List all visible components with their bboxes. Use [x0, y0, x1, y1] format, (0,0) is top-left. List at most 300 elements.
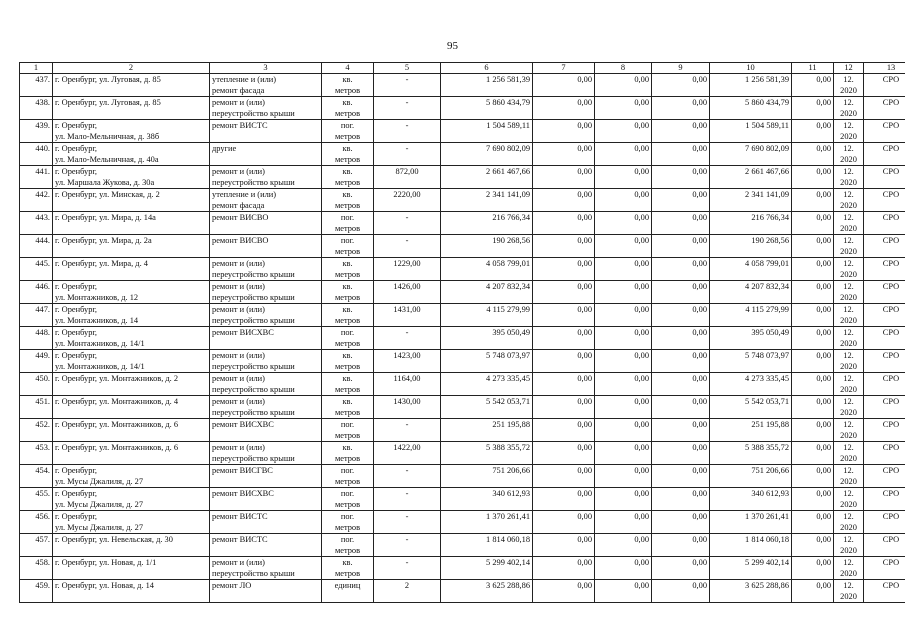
unit-cell-line: метров [334, 500, 361, 509]
address-cell-line: ул. Монтажников, д. 14 [55, 316, 139, 325]
fund-source-cell: СРО [864, 580, 905, 603]
work-type-cell [210, 235, 322, 258]
work-type-cell-line: ремонт и (или) [212, 351, 265, 360]
unit-cell [322, 350, 374, 373]
table-row [20, 534, 905, 557]
completion-date-cell-line: 2020 [840, 109, 857, 118]
unit-cell [322, 511, 374, 534]
table-row [20, 120, 905, 143]
table-row [20, 373, 905, 396]
volume-cell: 1422,00 [374, 442, 441, 465]
col9-cell: 0,00 [652, 258, 710, 281]
work-type-cell-line: ремонт и (или) [212, 282, 265, 291]
fund-source-cell: СРО [864, 350, 905, 373]
completion-date-cell [834, 442, 864, 465]
completion-date-cell-line: 2020 [840, 477, 857, 486]
address-cell [53, 442, 210, 465]
table-row [20, 235, 905, 258]
address-cell-line: ул. Монтажников, д. 14/1 [55, 362, 145, 371]
fund-cost-cell: 216 766,34 [710, 212, 792, 235]
unit-cell [322, 258, 374, 281]
completion-date-cell-line: 12. [843, 167, 854, 176]
work-type-cell-line: переустройство крыши [212, 178, 295, 187]
work-type-cell-line: ремонт ВИСХВС [212, 489, 274, 498]
completion-date-cell-line: 2020 [840, 523, 857, 532]
fund-source-cell: СРО [864, 258, 905, 281]
col9-cell: 0,00 [652, 212, 710, 235]
volume-cell: - [374, 557, 441, 580]
fund-cost-cell: 2 661 467,66 [710, 166, 792, 189]
completion-date-cell [834, 350, 864, 373]
work-type-cell-line: ремонт ВИСВО [212, 213, 269, 222]
work-type-cell-line: переустройство крыши [212, 408, 295, 417]
completion-date-cell [834, 327, 864, 350]
total-cost-cell: 751 206,66 [441, 465, 533, 488]
unit-cell [322, 442, 374, 465]
work-type-cell-line: другие [212, 144, 237, 153]
completion-date-cell [834, 373, 864, 396]
column-header-10: 10 [710, 63, 792, 74]
address-cell-line: г. Оренбург, ул. Мира, д. 4 [55, 259, 148, 268]
table-row [20, 580, 905, 603]
unit-cell [322, 281, 374, 304]
address-cell [53, 350, 210, 373]
work-type-cell-line: ремонт фасада [212, 86, 265, 95]
fund-source-cell: СРО [864, 120, 905, 143]
unit-cell [322, 143, 374, 166]
col9-cell: 0,00 [652, 120, 710, 143]
col11-cell: 0,00 [792, 143, 834, 166]
unit-cell-line: кв. [342, 558, 353, 567]
col8-cell: 0,00 [595, 120, 652, 143]
column-header-2: 2 [53, 63, 210, 74]
fund-cost-cell: 1 370 261,41 [710, 511, 792, 534]
work-type-cell-line: переустройство крыши [212, 316, 295, 325]
fund-source-cell: СРО [864, 235, 905, 258]
unit-cell-line: кв. [342, 305, 353, 314]
address-cell-line: г. Оренбург, ул. Луговая, д. 85 [55, 98, 161, 107]
col9-cell: 0,00 [652, 74, 710, 97]
capital-repair-table [19, 62, 905, 603]
address-cell-line: г. Оренбург, ул. Минская, д. 2 [55, 190, 160, 199]
address-cell [53, 488, 210, 511]
table-body [20, 63, 905, 603]
fund-source-cell: СРО [864, 327, 905, 350]
fund-cost-cell: 2 341 141,09 [710, 189, 792, 212]
work-type-cell [210, 281, 322, 304]
col8-cell: 0,00 [595, 580, 652, 603]
completion-date-cell-line: 2020 [840, 270, 857, 279]
address-cell [53, 143, 210, 166]
column-header-11: 11 [792, 63, 834, 74]
col9-cell: 0,00 [652, 304, 710, 327]
table-row [20, 304, 905, 327]
fund-cost-cell: 4 273 335,45 [710, 373, 792, 396]
col8-cell: 0,00 [595, 488, 652, 511]
address-cell-line: г. Оренбург, ул. Новая, д. 1/1 [55, 558, 157, 567]
col11-cell: 0,00 [792, 166, 834, 189]
col7-cell: 0,00 [533, 304, 595, 327]
total-cost-cell: 4 273 335,45 [441, 373, 533, 396]
fund-cost-cell: 5 542 053,71 [710, 396, 792, 419]
work-type-cell-line: ремонт и (или) [212, 397, 265, 406]
page-number: 95 [447, 40, 458, 52]
row-number: 452. [20, 419, 53, 442]
address-cell [53, 258, 210, 281]
completion-date-cell-line: 2020 [840, 201, 857, 210]
unit-cell-line: метров [334, 293, 361, 302]
col7-cell: 0,00 [533, 396, 595, 419]
completion-date-cell [834, 143, 864, 166]
completion-date-cell-line: 2020 [840, 546, 857, 555]
address-cell-line: ул. Монтажников, д. 12 [55, 293, 139, 302]
address-cell [53, 557, 210, 580]
address-cell-line: ул. Монтажников, д. 14/1 [55, 339, 145, 348]
table-row [20, 396, 905, 419]
col8-cell: 0,00 [595, 166, 652, 189]
fund-cost-cell: 751 206,66 [710, 465, 792, 488]
address-cell-line: ул. Мусы Джалиля, д. 27 [55, 477, 144, 486]
unit-cell-line: пог. [340, 121, 355, 130]
completion-date-cell-line: 12. [843, 213, 854, 222]
total-cost-cell: 7 690 802,09 [441, 143, 533, 166]
work-type-cell-line: ремонт и (или) [212, 167, 265, 176]
unit-cell [322, 580, 374, 603]
completion-date-cell-line: 12. [843, 374, 854, 383]
work-type-cell [210, 465, 322, 488]
total-cost-cell: 1 504 589,11 [441, 120, 533, 143]
completion-date-cell-line: 12. [843, 144, 854, 153]
col7-cell: 0,00 [533, 74, 595, 97]
address-cell-line: г. Оренбург, [55, 144, 98, 153]
row-number: 453. [20, 442, 53, 465]
unit-cell-line: метров [334, 178, 361, 187]
table-row [20, 465, 905, 488]
completion-date-cell-line: 12. [843, 466, 854, 475]
total-cost-cell: 3 625 288,86 [441, 580, 533, 603]
work-type-cell-line: ремонт и (или) [212, 374, 265, 383]
row-number: 449. [20, 350, 53, 373]
completion-date-cell [834, 488, 864, 511]
row-number: 441. [20, 166, 53, 189]
row-number: 442. [20, 189, 53, 212]
completion-date-cell-line: 12. [843, 581, 854, 590]
completion-date-cell-line: 12. [843, 443, 854, 452]
unit-cell [322, 189, 374, 212]
completion-date-cell-line: 2020 [840, 86, 857, 95]
total-cost-cell: 2 661 467,66 [441, 166, 533, 189]
unit-cell [322, 74, 374, 97]
address-cell-line: г. Оренбург, [55, 489, 98, 498]
row-number: 458. [20, 557, 53, 580]
address-cell-line: ул. Мало-Мельничная, д. 38б [55, 132, 160, 141]
col8-cell: 0,00 [595, 373, 652, 396]
column-header-4: 4 [322, 63, 374, 74]
work-type-cell [210, 534, 322, 557]
row-number: 439. [20, 120, 53, 143]
work-type-cell-line: ремонт ВИСТС [212, 535, 268, 544]
col7-cell: 0,00 [533, 143, 595, 166]
table-row [20, 281, 905, 304]
total-cost-cell: 340 612,93 [441, 488, 533, 511]
address-cell-line: г. Оренбург, ул. Луговая, д. 85 [55, 75, 161, 84]
completion-date-cell-line: 12. [843, 259, 854, 268]
work-type-cell [210, 396, 322, 419]
completion-date-cell-line: 2020 [840, 454, 857, 463]
row-number: 443. [20, 212, 53, 235]
completion-date-cell-line: 2020 [840, 408, 857, 417]
total-cost-cell: 190 268,56 [441, 235, 533, 258]
completion-date-cell-line: 12. [843, 282, 854, 291]
unit-cell-line: пог. [340, 466, 355, 475]
fund-source-cell: СРО [864, 511, 905, 534]
unit-cell-line: метров [334, 155, 361, 164]
work-type-cell [210, 419, 322, 442]
unit-cell [322, 97, 374, 120]
address-cell [53, 166, 210, 189]
column-header-3: 3 [210, 63, 322, 74]
column-number-header-row [20, 63, 905, 74]
completion-date-cell [834, 166, 864, 189]
col7-cell: 0,00 [533, 373, 595, 396]
work-type-cell-line: ремонт и (или) [212, 443, 265, 452]
col8-cell: 0,00 [595, 143, 652, 166]
col7-cell: 0,00 [533, 419, 595, 442]
unit-cell-line: пог. [340, 512, 355, 521]
unit-cell-line: метров [334, 385, 361, 394]
total-cost-cell: 216 766,34 [441, 212, 533, 235]
address-cell [53, 396, 210, 419]
volume-cell: - [374, 235, 441, 258]
completion-date-cell-line: 2020 [840, 316, 857, 325]
volume-cell: 1423,00 [374, 350, 441, 373]
work-type-cell [210, 327, 322, 350]
volume-cell: - [374, 74, 441, 97]
work-type-cell-line: ремонт фасада [212, 201, 265, 210]
address-cell [53, 373, 210, 396]
col9-cell: 0,00 [652, 465, 710, 488]
completion-date-cell-line: 12. [843, 420, 854, 429]
address-cell [53, 74, 210, 97]
work-type-cell [210, 189, 322, 212]
address-cell [53, 419, 210, 442]
work-type-cell-line: ремонт и (или) [212, 259, 265, 268]
table-row [20, 97, 905, 120]
completion-date-cell-line: 12. [843, 535, 854, 544]
work-type-cell [210, 74, 322, 97]
unit-cell-line: метров [334, 109, 361, 118]
column-header-7: 7 [533, 63, 595, 74]
total-cost-cell: 4 115 279,99 [441, 304, 533, 327]
work-type-cell-line: переустройство крыши [212, 569, 295, 578]
volume-cell: - [374, 212, 441, 235]
completion-date-cell-line: 12. [843, 305, 854, 314]
volume-cell: 1431,00 [374, 304, 441, 327]
completion-date-cell-line: 12. [843, 489, 854, 498]
row-number: 438. [20, 97, 53, 120]
total-cost-cell: 395 050,49 [441, 327, 533, 350]
table-row [20, 212, 905, 235]
address-cell-line: г. Оренбург, [55, 167, 98, 176]
unit-cell-line: метров [334, 224, 361, 233]
col7-cell: 0,00 [533, 557, 595, 580]
col11-cell: 0,00 [792, 120, 834, 143]
col8-cell: 0,00 [595, 396, 652, 419]
fund-source-cell: СРО [864, 212, 905, 235]
fund-cost-cell: 395 050,49 [710, 327, 792, 350]
unit-cell-line: единиц [334, 581, 361, 590]
col7-cell: 0,00 [533, 488, 595, 511]
completion-date-cell-line: 12. [843, 351, 854, 360]
fund-cost-cell: 340 612,93 [710, 488, 792, 511]
col8-cell: 0,00 [595, 74, 652, 97]
address-cell-line: г. Оренбург, ул. Невельская, д. 30 [55, 535, 173, 544]
address-cell [53, 304, 210, 327]
unit-cell-line: метров [334, 408, 361, 417]
completion-date-cell-line: 2020 [840, 155, 857, 164]
col9-cell: 0,00 [652, 580, 710, 603]
table-row [20, 143, 905, 166]
total-cost-cell: 1 814 060,18 [441, 534, 533, 557]
fund-cost-cell: 4 058 799,01 [710, 258, 792, 281]
completion-date-cell-line: 2020 [840, 247, 857, 256]
col11-cell: 0,00 [792, 258, 834, 281]
col7-cell: 0,00 [533, 350, 595, 373]
fund-source-cell: СРО [864, 373, 905, 396]
completion-date-cell [834, 74, 864, 97]
total-cost-cell: 4 058 799,01 [441, 258, 533, 281]
col7-cell: 0,00 [533, 327, 595, 350]
unit-cell [322, 396, 374, 419]
unit-cell [322, 557, 374, 580]
total-cost-cell: 5 748 073,97 [441, 350, 533, 373]
total-cost-cell: 1 256 581,39 [441, 74, 533, 97]
fund-cost-cell: 251 195,88 [710, 419, 792, 442]
fund-source-cell: СРО [864, 74, 905, 97]
total-cost-cell: 251 195,88 [441, 419, 533, 442]
volume-cell: 1426,00 [374, 281, 441, 304]
unit-cell-line: метров [334, 546, 361, 555]
fund-source-cell: СРО [864, 557, 905, 580]
volume-cell: - [374, 97, 441, 120]
col7-cell: 0,00 [533, 189, 595, 212]
work-type-cell-line: ремонт и (или) [212, 305, 265, 314]
volume-cell: 1430,00 [374, 396, 441, 419]
table-row [20, 327, 905, 350]
col7-cell: 0,00 [533, 166, 595, 189]
address-cell-line: г. Оренбург, [55, 305, 98, 314]
col11-cell: 0,00 [792, 350, 834, 373]
address-cell-line: г. Оренбург, [55, 121, 98, 130]
col8-cell: 0,00 [595, 350, 652, 373]
table-row [20, 166, 905, 189]
unit-cell [322, 534, 374, 557]
fund-cost-cell: 1 814 060,18 [710, 534, 792, 557]
completion-date-cell [834, 557, 864, 580]
col9-cell: 0,00 [652, 327, 710, 350]
completion-date-cell-line: 2020 [840, 362, 857, 371]
column-header-6: 6 [441, 63, 533, 74]
address-cell [53, 465, 210, 488]
fund-source-cell: СРО [864, 97, 905, 120]
completion-date-cell [834, 511, 864, 534]
column-header-9: 9 [652, 63, 710, 74]
row-number: 437. [20, 74, 53, 97]
work-type-cell-line: ремонт ЛО [212, 581, 252, 590]
col9-cell: 0,00 [652, 281, 710, 304]
total-cost-cell: 5 388 355,72 [441, 442, 533, 465]
work-type-cell [210, 350, 322, 373]
unit-cell-line: метров [334, 477, 361, 486]
address-cell [53, 580, 210, 603]
column-header-13: 13 [864, 63, 905, 74]
fund-source-cell: СРО [864, 488, 905, 511]
row-number: 448. [20, 327, 53, 350]
work-type-cell-line: ремонт ВИСХВС [212, 420, 274, 429]
completion-date-cell [834, 419, 864, 442]
unit-cell-line: кв. [342, 144, 353, 153]
fund-source-cell: СРО [864, 465, 905, 488]
unit-cell [322, 235, 374, 258]
volume-cell: - [374, 327, 441, 350]
table-row [20, 74, 905, 97]
table-row [20, 419, 905, 442]
work-type-cell-line: утепление и (или) [212, 75, 277, 84]
unit-cell [322, 166, 374, 189]
completion-date-cell [834, 97, 864, 120]
unit-cell-line: кв. [342, 282, 353, 291]
address-cell-line: г. Оренбург, ул. Монтажников, д. 6 [55, 443, 179, 452]
col9-cell: 0,00 [652, 419, 710, 442]
unit-cell-line: кв. [342, 75, 353, 84]
work-type-cell [210, 304, 322, 327]
volume-cell: - [374, 511, 441, 534]
volume-cell: - [374, 534, 441, 557]
unit-cell-line: метров [334, 454, 361, 463]
unit-cell-line: метров [334, 339, 361, 348]
col9-cell: 0,00 [652, 235, 710, 258]
unit-cell-line: метров [334, 316, 361, 325]
total-cost-cell: 5 860 434,79 [441, 97, 533, 120]
col7-cell: 0,00 [533, 534, 595, 557]
completion-date-cell [834, 534, 864, 557]
fund-cost-cell: 1 504 589,11 [710, 120, 792, 143]
column-header-12: 12 [834, 63, 864, 74]
completion-date-cell-line: 2020 [840, 132, 857, 141]
fund-source-cell: СРО [864, 442, 905, 465]
fund-source-cell: СРО [864, 396, 905, 419]
table-row [20, 511, 905, 534]
work-type-cell [210, 97, 322, 120]
address-cell-line: ул. Мусы Джалиля, д. 27 [55, 523, 144, 532]
column-header-5: 5 [374, 63, 441, 74]
completion-date-cell [834, 396, 864, 419]
work-type-cell-line: ремонт ВИСГВС [212, 466, 273, 475]
address-cell-line: ул. Мало-Мельничная, д. 40а [55, 155, 159, 164]
col8-cell: 0,00 [595, 97, 652, 120]
col8-cell: 0,00 [595, 511, 652, 534]
work-type-cell-line: переустройство крыши [212, 385, 295, 394]
col8-cell: 0,00 [595, 534, 652, 557]
unit-cell [322, 488, 374, 511]
col8-cell: 0,00 [595, 442, 652, 465]
completion-date-cell-line: 2020 [840, 293, 857, 302]
col9-cell: 0,00 [652, 373, 710, 396]
completion-date-cell-line: 2020 [840, 385, 857, 394]
work-type-cell [210, 511, 322, 534]
col7-cell: 0,00 [533, 580, 595, 603]
volume-cell: - [374, 143, 441, 166]
